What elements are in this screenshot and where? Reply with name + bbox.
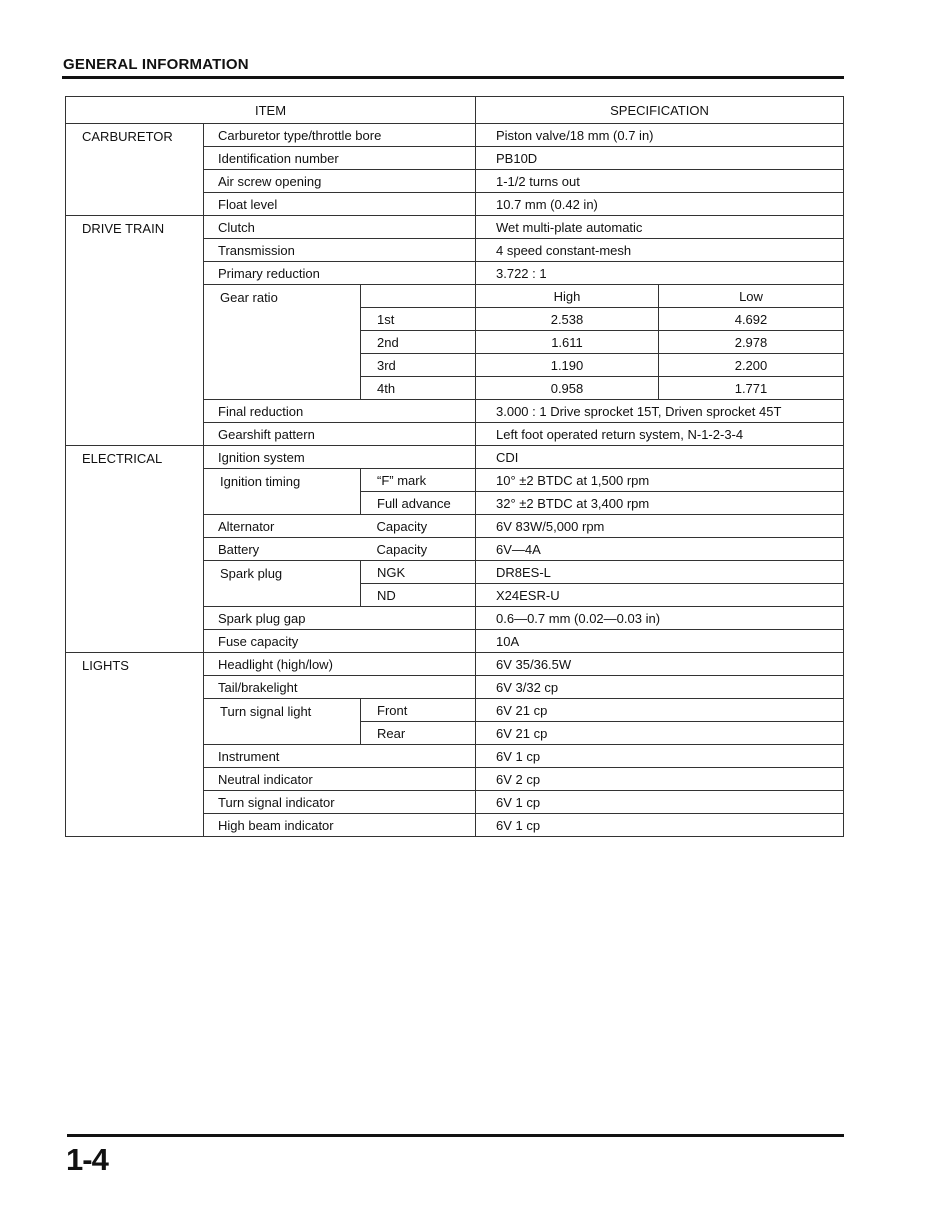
item-label: Battery — [204, 538, 361, 561]
sub-label: Capacity — [361, 515, 476, 538]
gear-name: 1st — [361, 308, 476, 331]
specifications-table — [65, 96, 844, 837]
page-number: 1-4 — [66, 1142, 108, 1177]
gear-low-value: 2.978 — [659, 331, 844, 354]
item-label: High beam indicator — [204, 814, 476, 837]
spec-value: DR8ES-L — [476, 561, 844, 584]
item-label: Transmission — [204, 239, 476, 262]
item-label: Float level — [204, 193, 476, 216]
item-column-header: ITEM — [66, 97, 476, 124]
spec-value: 10° ±2 BTDC at 1,500 rpm — [476, 469, 844, 492]
header-rule — [62, 76, 844, 79]
sub-label: NGK — [361, 561, 476, 584]
spec-value: 6V 21 cp — [476, 722, 844, 745]
page-title: GENERAL INFORMATION — [63, 56, 249, 73]
item-label-spark-plug: Spark plug — [204, 561, 361, 607]
spec-value: PB10D — [476, 147, 844, 170]
sub-label: Rear — [361, 722, 476, 745]
item-label: Turn signal indicator — [204, 791, 476, 814]
table-header-row — [66, 97, 844, 124]
table-row — [66, 216, 844, 239]
item-label: Spark plug gap — [204, 607, 476, 630]
spec-value: 6V 2 cp — [476, 768, 844, 791]
table-row — [66, 446, 844, 469]
spec-value: 4 speed constant-mesh — [476, 239, 844, 262]
gear-high-value: 0.958 — [476, 377, 659, 400]
group-electrical: ELECTRICAL — [66, 446, 204, 653]
item-label: Identification number — [204, 147, 476, 170]
item-label: Final reduction — [204, 400, 476, 423]
spec-value: 6V 83W/5,000 rpm — [476, 515, 844, 538]
spec-value: 3.722 : 1 — [476, 262, 844, 285]
sub-label: ND — [361, 584, 476, 607]
gear-low-value: 2.200 — [659, 354, 844, 377]
spec-value: 6V 1 cp — [476, 791, 844, 814]
item-label: Headlight (high/low) — [204, 653, 476, 676]
spec-value: 6V 1 cp — [476, 814, 844, 837]
spec-value: 3.000 : 1 Drive sprocket 15T, Driven sprocket 45T — [476, 400, 844, 423]
item-label: Carburetor type/throttle bore — [204, 124, 476, 147]
sub-label: Full advance — [361, 492, 476, 515]
spec-value: Piston valve/18 mm (0.7 in) — [476, 124, 844, 147]
sub-label: “F” mark — [361, 469, 476, 492]
item-label: Alternator — [204, 515, 361, 538]
item-label: Air screw opening — [204, 170, 476, 193]
spec-value: 6V 3/32 cp — [476, 676, 844, 699]
gear-high-value: 1.190 — [476, 354, 659, 377]
spec-value: 6V—4A — [476, 538, 844, 561]
footer-rule — [67, 1134, 844, 1137]
gear-high-value: 1.611 — [476, 331, 659, 354]
spec-value: Left foot operated return system, N-1-2-3-4 — [476, 423, 844, 446]
gear-high-value: 2.538 — [476, 308, 659, 331]
spec-value: 1-1/2 turns out — [476, 170, 844, 193]
sub-label-empty — [361, 285, 476, 308]
gear-low-header: Low — [659, 285, 844, 308]
spec-value: X24ESR-U — [476, 584, 844, 607]
item-label: Gearshift pattern — [204, 423, 476, 446]
spec-value: 10.7 mm (0.42 in) — [476, 193, 844, 216]
spec-value: 6V 35/36.5W — [476, 653, 844, 676]
item-label: Instrument — [204, 745, 476, 768]
item-label: Ignition system — [204, 446, 476, 469]
specification-column-header: SPECIFICATION — [476, 97, 844, 124]
item-label: Clutch — [204, 216, 476, 239]
gear-low-value: 4.692 — [659, 308, 844, 331]
spec-value: 32° ±2 BTDC at 3,400 rpm — [476, 492, 844, 515]
table-row — [66, 653, 844, 676]
spec-value: CDI — [476, 446, 844, 469]
item-label: Tail/brakelight — [204, 676, 476, 699]
spec-value: Wet multi-plate automatic — [476, 216, 844, 239]
spec-value: 6V 21 cp — [476, 699, 844, 722]
gear-name: 3rd — [361, 354, 476, 377]
sub-label: Capacity — [361, 538, 476, 561]
gear-low-value: 1.771 — [659, 377, 844, 400]
gear-high-header: High — [476, 285, 659, 308]
group-lights: LIGHTS — [66, 653, 204, 837]
item-label: Primary reduction — [204, 262, 476, 285]
item-label-gear-ratio: Gear ratio — [204, 285, 361, 400]
gear-name: 2nd — [361, 331, 476, 354]
sub-label: Front — [361, 699, 476, 722]
gear-name: 4th — [361, 377, 476, 400]
spec-value: 10A — [476, 630, 844, 653]
item-label-ignition-timing: Ignition timing — [204, 469, 361, 515]
group-drive-train: DRIVE TRAIN — [66, 216, 204, 446]
table-row — [66, 124, 844, 147]
item-label: Fuse capacity — [204, 630, 476, 653]
item-label: Neutral indicator — [204, 768, 476, 791]
item-label-turn-signal-light: Turn signal light — [204, 699, 361, 745]
group-carburetor: CARBURETOR — [66, 124, 204, 216]
spec-value: 0.6—0.7 mm (0.02—0.03 in) — [476, 607, 844, 630]
spec-value: 6V 1 cp — [476, 745, 844, 768]
